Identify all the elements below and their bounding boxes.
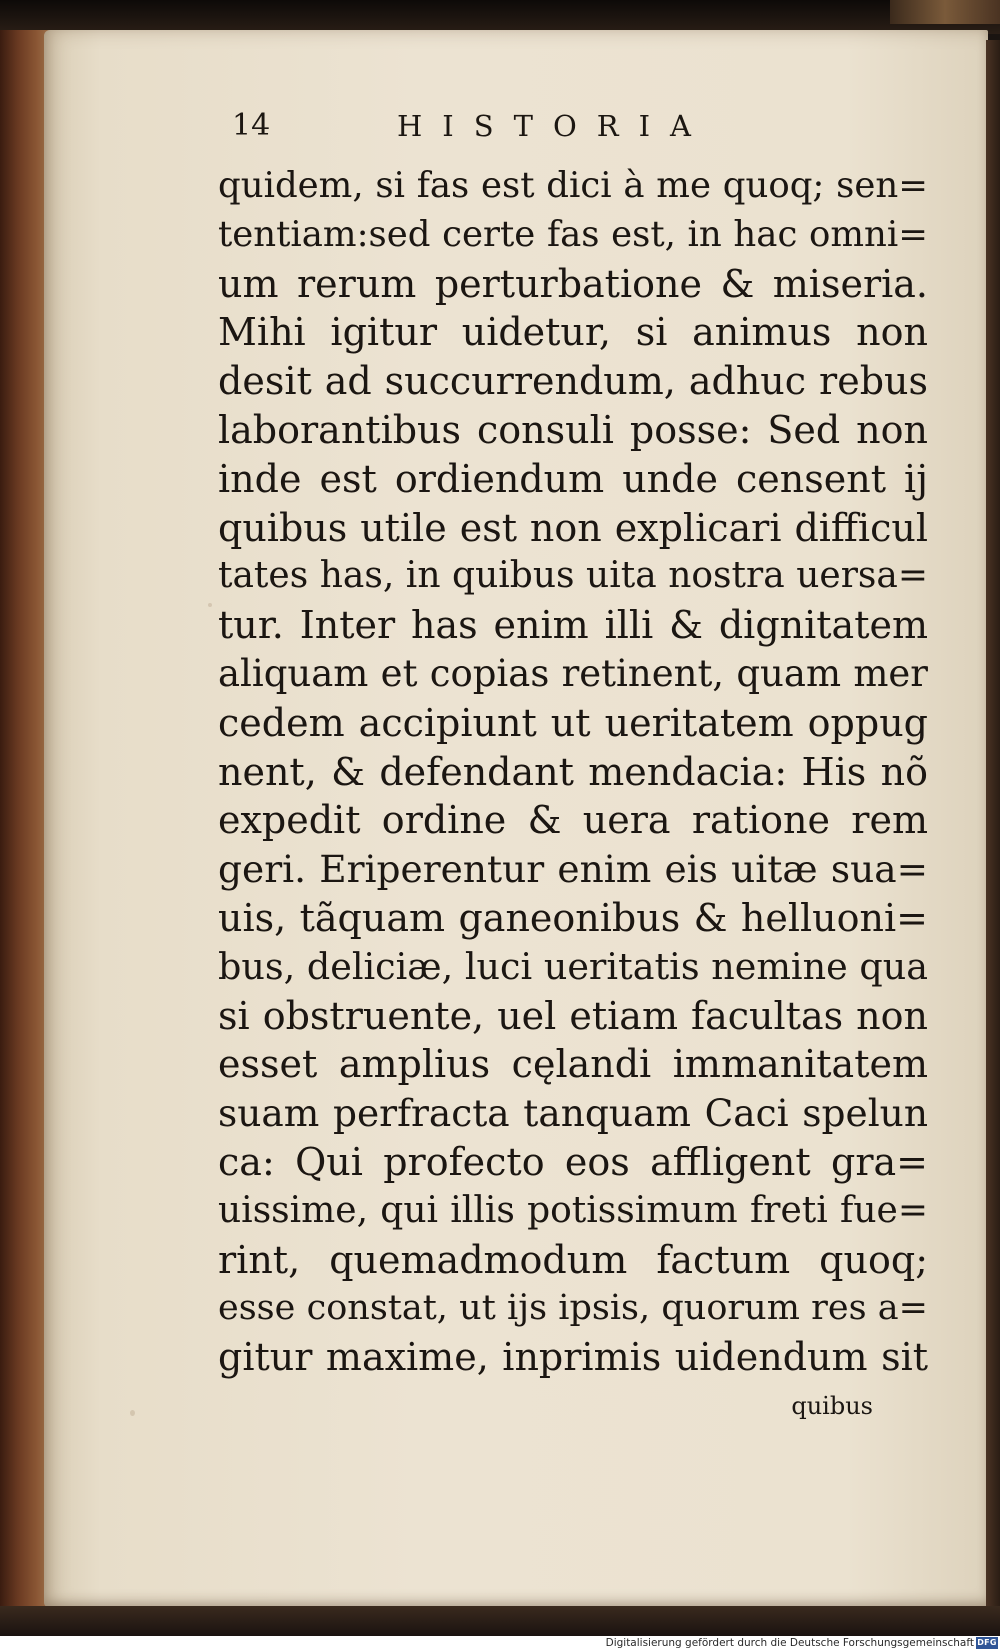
text-line: uissime, qui illis potissimum freti fue= [218,1189,928,1231]
scan-top-background [0,0,1000,34]
page-edge-shadow [986,40,1000,1620]
text-line: aliquam et copias retinent, quam mer [218,651,928,695]
text-line: laborantibus consuli posse: Sed non [218,407,928,452]
dfg-logo: DFG [977,1638,997,1647]
text-line: quibus utile est non explicari difficul [218,505,928,550]
text-line: rint, quemadmodum factum quoq; [218,1237,928,1282]
book-cover-edge [890,0,1000,24]
text-line: esset amplius cęlandi immanitatem [218,1042,928,1087]
paper-stain [130,1410,135,1416]
text-line: si obstruente, uel etiam facultas non [218,993,928,1038]
paper-stain [208,603,212,607]
text-line: esse constat, ut ijs ipsis, quorum res a= [218,1288,928,1329]
text-line: ca: Qui profecto eos affligent gra= [218,1139,928,1184]
text-line: bus, deliciæ, luci ueritatis nemine qua [218,944,928,988]
text-line: tur. Inter has enim illi & dignitatem [218,603,928,648]
catchword: quibus [791,1391,873,1420]
text-line: Mihi igitur uidetur, si animus non [218,310,928,355]
text-line: desit ad succurrendum, adhuc rebus [218,359,928,404]
page-number: 14 [232,108,271,143]
funding-credit: Digitalisierung gefördert durch die Deutsche Forschungsgemeinschaft [605,1637,974,1649]
body-text [218,162,928,1431]
text-line: tates has, in quibus uita nostra uersa= [218,555,928,597]
scan-bottom-background [0,1606,1000,1636]
text-line: quidem, si fas est dici à me quoq; sen= [218,165,928,206]
text-line: gitur maxime, inprimis uidendum sit [218,1335,928,1380]
text-line: nent, & defendant mendacia: His nõ [218,749,928,794]
text-line: cedem accipiunt ut ueritatem oppug [218,700,928,745]
running-title: HISTORIA [397,109,711,143]
running-head [232,106,792,146]
text-line: tentiam:sed certe fas est, in hac omni= [218,213,928,255]
text-line: uis, tãquam ganeonibus & helluoni= [218,895,928,940]
text-line: expedit ordine & uera ratione rem [218,798,928,843]
text-line: inde est ordiendum unde censent ij [218,456,928,501]
text-line: um rerum perturbatione & miseria. [218,261,928,306]
text-line: geri. Eriperentur enim eis uitæ sua= [218,847,928,892]
text-line: suam perfracta tanquam Caci spelun [218,1091,928,1136]
